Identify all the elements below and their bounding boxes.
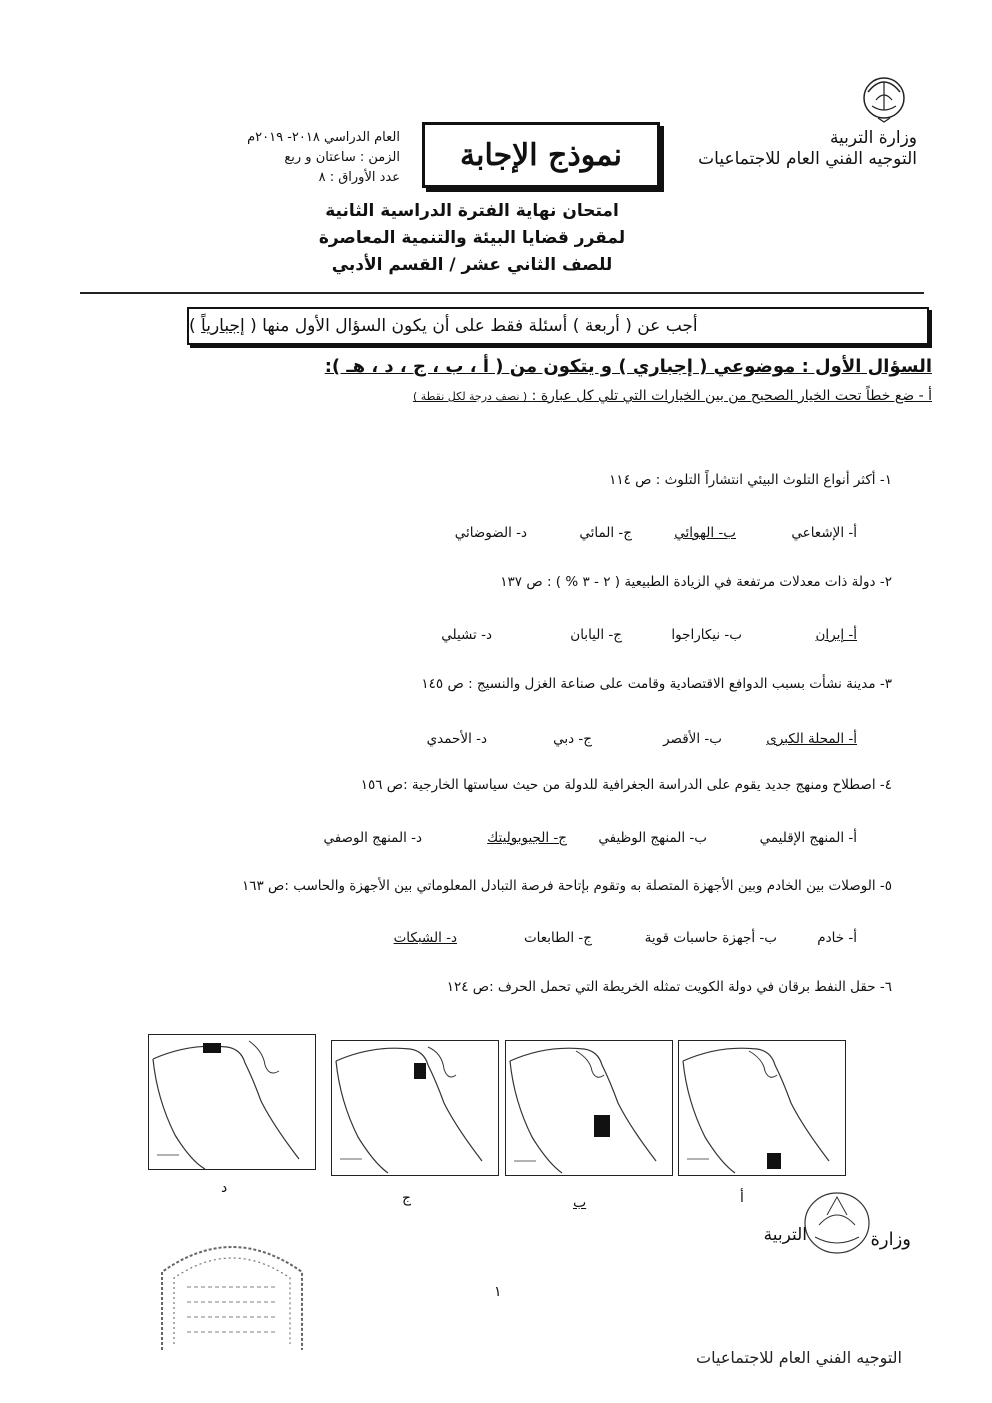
ministry-header (698, 128, 917, 170)
option: د- الضوضائي (454, 525, 527, 541)
option: ب- الأقصر (663, 731, 722, 747)
option: ج- المائي (579, 525, 632, 541)
points-note: ( نصف درجة لكل نقطة ) (412, 390, 528, 403)
exam-meta (200, 128, 400, 188)
page-count: عدد الأوراق : ٨ (318, 170, 400, 185)
question-1-instruction: أ - ضع خطاً تحت الخيار الصحيح من بين الخيارات التي تلي كل عبارة : ( نصف درجة لكل نقطة ) (412, 388, 932, 404)
map-outline-icon (506, 1041, 672, 1175)
question-text: ٢- دولة ذات معدلات مرتفعة في الزيادة الطبيعية ( ٢ - ٣ % ) : ص ١٣٧ (500, 574, 892, 590)
option: أ- المنهج الإقليمي (759, 830, 857, 846)
exam-duration: الزمن : ساعتان و ربع (284, 150, 400, 165)
option: ب- المنهج الوظيفي (598, 830, 707, 846)
exam-title: امتحان نهاية الفترة الدراسية الثانية لمقرر قضايا البيئة والتنمية المعاصرة للصف الثاني عشر / القسم الأدبي (318, 201, 626, 275)
map-label: ج (402, 1190, 412, 1206)
page-title: نموذج الإجابة (422, 122, 660, 188)
oil-field-marker (414, 1063, 426, 1079)
map-outline-icon (679, 1041, 845, 1175)
option: ب- أجهزة حاسبات قوية (644, 930, 777, 946)
option-answer: ب- الهوائي (674, 525, 736, 541)
option: ج- دبي (553, 731, 592, 747)
question-text: ١- أكثر أنواع التلوث البيئي انتشاراً التلوث : ص ١١٤ (609, 472, 892, 488)
mandatory-emphasis: إجبارياً (201, 316, 245, 336)
oil-field-marker (594, 1115, 610, 1137)
stamp-word: التربية (763, 1225, 807, 1245)
option-answer: أ- المحلة الكبرى (766, 731, 857, 747)
instructions-box (187, 307, 929, 345)
question-text: ٣- مدينة نشأت بسبب الدوافع الاقتصادية وقامت على صناعة الغزل والنسيج : ص ١٤٥ (421, 676, 892, 692)
kuwait-map-a (678, 1040, 846, 1176)
option-answer: أ- إيران (815, 627, 857, 643)
kuwait-map-c (331, 1040, 499, 1176)
option: أ- خادم (817, 930, 857, 946)
kuwait-map-d (148, 1034, 316, 1170)
question-text: ٦- حقل النفط برقان في دولة الكويت تمثله الخريطة التي تحمل الحرف :ص ١٢٤ (446, 979, 892, 995)
map-label-answer: ب (573, 1195, 587, 1211)
question-1-heading: السؤال الأول : موضوعي ( إجباري ) و يتكون من ( أ ، ب ، ج ، د ، هـ ): (324, 356, 932, 377)
stamp-word: وزارة (870, 1229, 911, 1250)
option: ج- اليابان (570, 627, 622, 643)
option-answer: د- الشبكات (393, 930, 457, 946)
question-text: ٥- الوصلات بين الخادم وبين الأجهزة المتصلة به وتقوم بإتاحة فرصة التبادل المعلوماتي بين الأجهزة والحاسب :ص ١٦٣ (242, 878, 892, 894)
ministry-name: وزارة التربية (829, 128, 917, 148)
oil-field-marker (203, 1043, 221, 1053)
option: د- المنهج الوصفي (323, 830, 422, 846)
option: ب- نيكاراجوا (671, 627, 742, 643)
option: د- الأحمدي (426, 731, 487, 747)
map-label: د (221, 1180, 228, 1196)
department-name: التوجيه الفني العام للاجتماعيات (698, 149, 917, 169)
page-number: ١ (494, 1284, 502, 1300)
footer-department: التوجيه الفني العام للاجتماعيات (696, 1348, 902, 1367)
map-outline-icon (332, 1041, 498, 1175)
ministry-stamp (757, 1185, 911, 1260)
option-answer: ج- الجيوبوليتك (487, 830, 567, 846)
map-outline-icon (149, 1035, 315, 1169)
option: د- تشيلي (441, 627, 492, 643)
question-text: ٤- اصطلاح ومنهج جديد يقوم على الدراسة الجغرافية للدولة من حيث سياستها الخارجية :ص ١٥٦ (360, 777, 892, 793)
kuwait-map-b (505, 1040, 673, 1176)
official-seal-icon (142, 1232, 322, 1350)
instruction-text: أجب عن ( أربعة ) أسئلة فقط على أن يكون السؤال الأول منها ( إجبارياً ) (189, 316, 698, 336)
academic-year: العام الدراسي ٢٠١٨- ٢٠١٩م (247, 130, 400, 145)
oil-field-marker (767, 1153, 781, 1169)
kuwait-emblem-icon (858, 70, 910, 124)
option: ج- الطابعات (523, 930, 592, 946)
header-divider (80, 292, 924, 294)
option: أ- الإشعاعي (791, 525, 857, 541)
map-label: أ (740, 1190, 744, 1206)
